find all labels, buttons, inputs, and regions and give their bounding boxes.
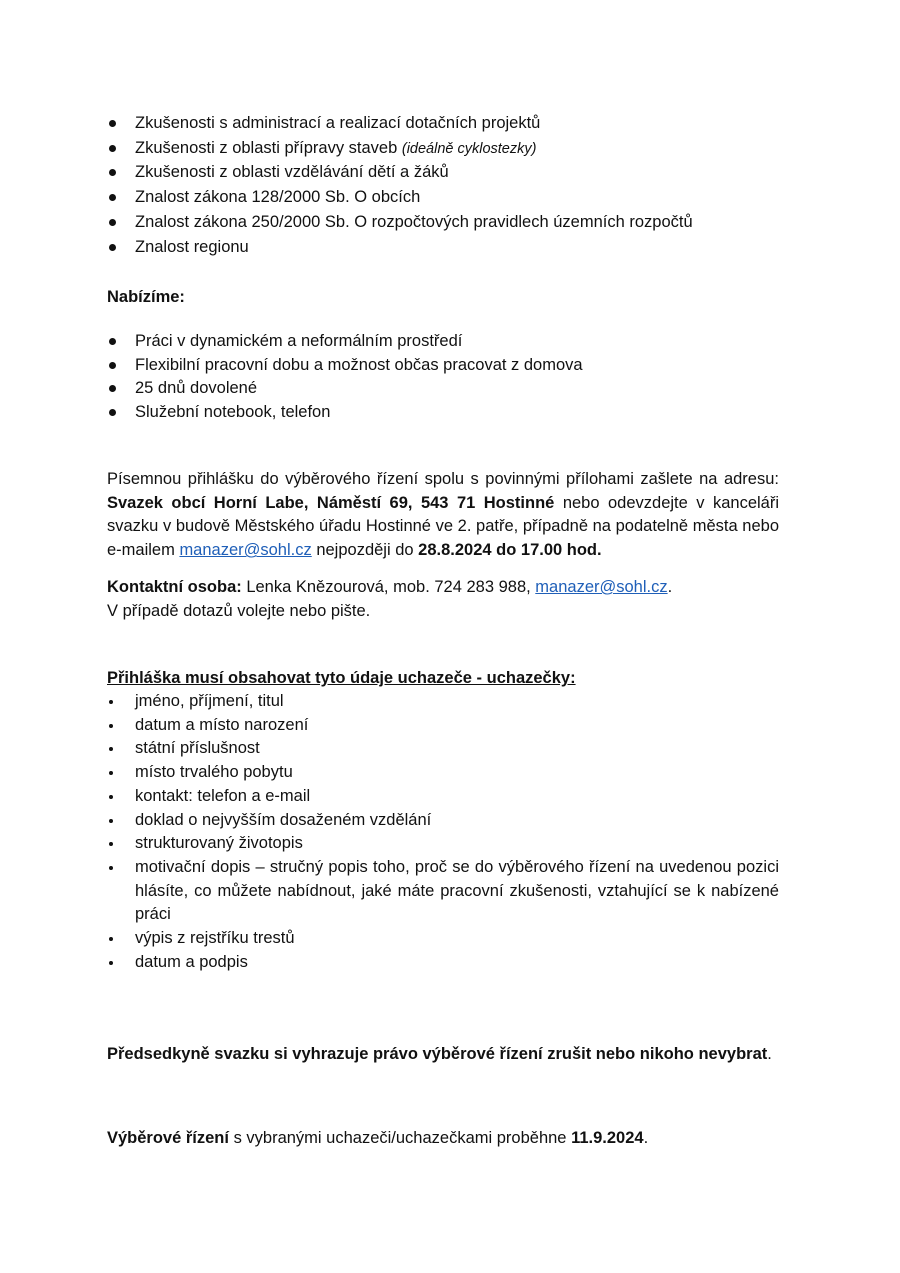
contact-line2: V případě dotazů volejte nebo pište. xyxy=(107,601,371,620)
list-item xyxy=(107,809,779,833)
list-item xyxy=(107,211,787,236)
bullet-icon xyxy=(109,219,116,226)
bullet-icon xyxy=(109,385,116,392)
must-item-text: kontakt: telefon a e-mail xyxy=(135,786,311,805)
contact-paragraph xyxy=(107,576,779,623)
application-intro: Písemnou přihlášku do výběrového řízení spolu s povinnými přílohami zašlete na adresu: xyxy=(107,470,779,488)
list-item xyxy=(107,832,779,856)
list-item xyxy=(107,761,779,785)
bullet-icon xyxy=(109,866,113,870)
offer-text: Práci v dynamickém a neformálním prostředí xyxy=(135,332,463,350)
bullet-icon xyxy=(109,795,113,799)
must-item-text: doklad o nejvyšším dosaženém vzdělání xyxy=(135,810,432,829)
chair-note-text: Předsedkyně svazku si vyhrazuje právo výběrové řízení zrušit nebo nikoho nevybrat xyxy=(107,1045,768,1063)
list-item xyxy=(107,354,787,378)
list-item xyxy=(107,161,787,186)
requirement-text: Znalost zákona 250/2000 Sb. O rozpočtových pravidlech územních rozpočtů xyxy=(135,212,693,231)
must-item-text: jméno, příjmení, titul xyxy=(135,692,284,710)
bullet-icon xyxy=(109,700,113,704)
bullet-icon xyxy=(109,747,113,751)
list-item xyxy=(107,927,779,951)
list-item xyxy=(107,236,787,261)
must-contain-heading: Přihláška musí obsahovat tyto údaje uchazeče - uchazečky: xyxy=(107,669,576,687)
application-middle: nebo odevzdejte v kanceláři svazku v budově Městského úřadu Hostinné ve 2. patře, případně na podatelně města nebo e-mailem xyxy=(107,493,780,560)
offer-text: Flexibilní pracovní dobu a možnost občas pracovat z domova xyxy=(135,355,583,374)
must-item-text: motivační dopis – stručný popis toho, proč se do výběrového řízení na uvedenou pozici hlásíte, co můžete nabídnout, jaké máte pracovní zkušenosti, vztahující se k nabízené práci xyxy=(135,857,779,924)
requirement-note: (ideálně cyklostezky) xyxy=(401,140,537,157)
must-contain-list xyxy=(107,690,779,974)
deadline: 28.8.2024 do 17.00 hod. xyxy=(418,541,602,560)
application-address: Svazek obcí Horní Labe, Náměstí 69, 543 71 Hostinné xyxy=(107,493,555,512)
bullet-icon xyxy=(109,244,116,251)
offers-list xyxy=(107,330,787,425)
bullet-icon xyxy=(109,145,116,152)
selection-date: 11.9.2024 xyxy=(571,1129,644,1147)
bullet-icon xyxy=(109,961,113,965)
requirements-list xyxy=(107,112,787,260)
requirement-text: Znalost zákona 128/2000 Sb. O obcích xyxy=(135,188,421,207)
selection-text: s vybranými uchazeči/uchazečkami proběhne xyxy=(228,1129,572,1147)
bullet-icon xyxy=(109,362,116,369)
deadline-prefix: nejpozději do xyxy=(311,541,419,560)
bullet-icon xyxy=(109,338,116,345)
must-item-text: výpis z rejstříku trestů xyxy=(135,929,295,948)
list-item xyxy=(107,690,779,714)
list-item xyxy=(107,186,787,211)
list-item xyxy=(107,401,787,425)
must-item-text: datum a místo narození xyxy=(135,715,309,734)
bullet-icon xyxy=(109,842,113,846)
list-item xyxy=(107,377,787,401)
bullet-icon xyxy=(109,724,113,728)
chair-note-suffix: . xyxy=(767,1045,772,1063)
list-item xyxy=(107,951,779,975)
requirement-text: Zkušenosti s administrací a realizací dotačních projektů xyxy=(135,114,541,132)
contact-email-link[interactable]: manazer@sohl.cz xyxy=(535,578,668,596)
requirement-text: Znalost regionu xyxy=(135,237,249,256)
offer-heading: Nabízíme: xyxy=(107,288,185,306)
list-item xyxy=(107,137,787,162)
application-paragraph xyxy=(107,468,779,563)
list-item xyxy=(107,112,787,137)
chair-note xyxy=(107,1043,779,1067)
list-item xyxy=(107,785,779,809)
bullet-icon xyxy=(109,120,116,127)
must-item-text: státní příslušnost xyxy=(135,739,260,758)
list-item xyxy=(107,330,787,354)
bullet-icon xyxy=(109,771,113,775)
selection-suffix: . xyxy=(643,1129,649,1147)
list-item xyxy=(107,856,779,927)
bullet-icon xyxy=(109,194,116,201)
selection-note xyxy=(107,1127,779,1151)
requirement-text: Zkušenosti z oblasti vzdělávání dětí a žáků xyxy=(135,163,449,182)
contact-line xyxy=(107,576,779,600)
contact-text: Lenka Knězourová, mob. 724 283 988, xyxy=(241,578,536,596)
contact-suffix: . xyxy=(667,578,673,596)
must-item-text: místo trvalého pobytu xyxy=(135,763,293,782)
bullet-icon xyxy=(109,819,113,823)
offer-text: 25 dnů dovolené xyxy=(135,379,258,398)
requirement-text: Zkušenosti z oblasti přípravy staveb xyxy=(135,138,402,157)
list-item xyxy=(107,737,779,761)
bullet-icon xyxy=(109,409,116,416)
application-email-link[interactable]: manazer@sohl.cz xyxy=(179,541,312,560)
contact-label: Kontaktní osoba: xyxy=(107,578,242,596)
offer-text: Služební notebook, telefon xyxy=(135,403,331,422)
must-item-text: strukturovaný životopis xyxy=(135,834,303,853)
bullet-icon xyxy=(109,169,116,176)
list-item xyxy=(107,714,779,738)
must-item-text: datum a podpis xyxy=(135,952,248,971)
selection-label: Výběrové řízení xyxy=(107,1129,229,1147)
bullet-icon xyxy=(109,937,113,941)
